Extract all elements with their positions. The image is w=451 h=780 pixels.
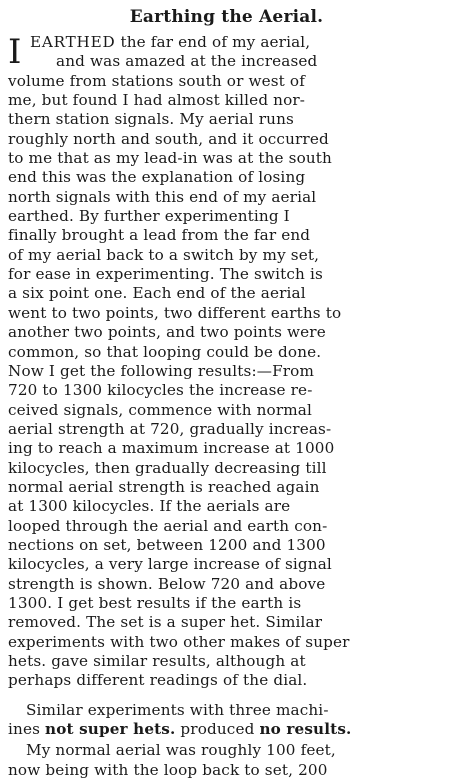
body-line: north signals with this end of my aerial <box>8 187 317 206</box>
article-body-paragraph-3 <box>8 741 445 780</box>
body-line: hets. gave similar results, although at <box>8 652 306 670</box>
body-line: looped through the aerial and earth con- <box>8 516 328 535</box>
text-run: 100 feet, <box>266 741 336 760</box>
body-line: volume from stations south or west of <box>8 71 305 90</box>
body-line: 720 to 1300 kilocycles the increase re- <box>8 381 313 400</box>
body-line: me, but found I had almost killed nor- <box>8 91 306 110</box>
body-line: and was amazed at the increased <box>56 52 318 71</box>
body-line: aerial strength at 720, gradually increas- <box>8 419 332 438</box>
body-line: normal aerial strength is reached again <box>8 477 320 496</box>
article-body-paragraph-2 <box>8 701 445 740</box>
body-line: experiments with two other makes of super <box>8 632 350 651</box>
body-line: another two points, and two points were <box>8 323 326 342</box>
bold-text-run: no results. <box>259 720 352 739</box>
body-line: thern station signals. My aerial runs <box>8 110 294 129</box>
body-line: at 1300 kilocycles. If the aerials are <box>8 497 291 516</box>
body-line: perhaps different readings of the dial. <box>8 671 308 690</box>
body-line: ing to reach a maximum increase at 1000 <box>8 439 335 458</box>
body-line: nections on set, between 1200 and 1300 <box>8 535 326 554</box>
body-line <box>8 741 445 760</box>
body-line: strength is shown. Below 720 and above <box>8 574 326 593</box>
body-line: common, so that looping could be done. <box>8 342 322 361</box>
body-line: earthed. By further experimenting I <box>8 207 290 226</box>
body-line: finally brought a lead from the far end <box>8 226 311 245</box>
bold-text-run: not super hets. <box>45 720 176 739</box>
lead-line-rest: the far end of my aerial, <box>115 33 311 51</box>
body-line: Now I get the following results:—From <box>8 361 315 380</box>
body-line: end this was the explanation of losing <box>8 168 306 187</box>
body-line: a six point one. Each end of the aerial <box>8 284 306 303</box>
body-line: ceived signals, commence with normal <box>8 400 312 419</box>
body-line: now being with the loop back to set, 200 <box>8 760 328 779</box>
body-line: of my aerial back to a switch by my set, <box>8 245 320 264</box>
body-line: went to two points, two different earths to <box>8 303 342 322</box>
text-run: ines <box>8 720 45 739</box>
text-run: My normal aerial was roughly <box>26 741 267 760</box>
lead-caps-word: EARTHED <box>30 33 116 51</box>
article-body-paragraph-1 <box>8 33 445 691</box>
body-line: kilocycles, then gradually decreasing till <box>8 458 327 477</box>
body-line: Similar experiments with three machi- <box>26 700 329 719</box>
lead-block <box>8 33 445 72</box>
body-line: removed. The set is a super het. Similar <box>8 613 323 632</box>
text-run: produced <box>175 720 260 739</box>
drop-cap: I <box>8 32 22 72</box>
body-line: for ease in experimenting. The switch is <box>8 265 323 284</box>
body-line: 1300. I get best results if the earth is <box>8 593 302 612</box>
body-line: to me that as my lead-in was at the south <box>8 149 332 168</box>
article-headline: Earthing the Aerial. <box>129 7 324 27</box>
lead-lines <box>30 33 445 72</box>
body-line: roughly north and south, and it occurred <box>8 129 329 148</box>
body-line: kilocycles, a very large increase of signal <box>8 555 332 574</box>
body-line <box>8 720 445 739</box>
lead-line <box>30 33 445 52</box>
